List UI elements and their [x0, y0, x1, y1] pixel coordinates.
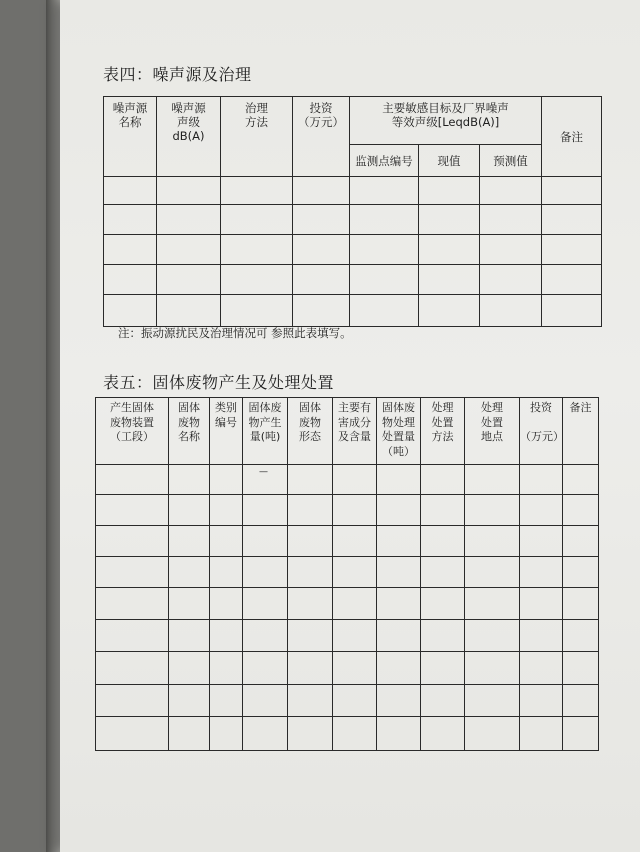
table-cell[interactable]	[104, 177, 157, 205]
table-cell[interactable]	[542, 295, 602, 327]
header-monitor-point: 监测点编号	[350, 145, 419, 177]
table-cell[interactable]	[243, 652, 288, 685]
table-cell[interactable]	[96, 526, 169, 557]
table-cell[interactable]	[465, 526, 520, 557]
table-cell[interactable]	[169, 557, 210, 588]
table-cell[interactable]	[419, 177, 480, 205]
table-cell[interactable]	[350, 177, 419, 205]
table4-note: 注：振动源扰民及治理情况可 参照此表填写。	[118, 326, 352, 340]
table-cell[interactable]	[221, 235, 293, 265]
header-waste-name: 固体 废物 名称	[169, 398, 210, 465]
table-cell[interactable]	[377, 557, 421, 588]
table-row	[96, 557, 599, 588]
table-cell[interactable]	[157, 295, 221, 327]
table-cell[interactable]	[419, 205, 480, 235]
noise-source-table	[103, 96, 602, 327]
header-sound-level: 噪声源 声级 dB(A)	[157, 97, 221, 177]
header-category-code: 类别 编号	[210, 398, 243, 465]
header-waste-amount: 固体废 物产生 量(吨)	[243, 398, 288, 465]
table-cell[interactable]	[520, 717, 563, 751]
table-cell[interactable]	[419, 235, 480, 265]
header-hazardous-components: 主要有 害成分 及含量	[333, 398, 377, 465]
header-predicted-value: 预测值	[480, 145, 542, 177]
table-cell[interactable]	[169, 588, 210, 620]
table-row	[104, 265, 602, 295]
table-row	[104, 235, 602, 265]
table-cell[interactable]	[465, 465, 520, 495]
header-remarks: 备注	[542, 97, 602, 177]
table-cell[interactable]	[288, 557, 333, 588]
table-cell[interactable]	[169, 465, 210, 495]
table-cell[interactable]	[563, 717, 599, 751]
table-cell[interactable]	[96, 588, 169, 620]
table-cell[interactable]	[157, 265, 221, 295]
table-cell[interactable]	[480, 295, 542, 327]
table-cell[interactable]	[377, 652, 421, 685]
header-treatment-method: 治理 方法	[221, 97, 293, 177]
table-cell[interactable]	[288, 717, 333, 751]
table-cell[interactable]	[288, 495, 333, 526]
table-cell[interactable]	[288, 620, 333, 652]
table-cell[interactable]	[333, 685, 377, 717]
table-cell[interactable]	[480, 205, 542, 235]
table-cell[interactable]	[210, 465, 243, 495]
table-cell[interactable]	[96, 652, 169, 685]
table-cell[interactable]	[210, 685, 243, 717]
table-cell[interactable]	[563, 465, 599, 495]
table-cell[interactable]	[465, 620, 520, 652]
solid-waste-table	[95, 397, 599, 751]
table-row	[96, 685, 599, 717]
table-cell[interactable]	[293, 235, 350, 265]
table-cell[interactable]	[421, 685, 465, 717]
table-cell[interactable]	[288, 652, 333, 685]
table-cell[interactable]	[520, 557, 563, 588]
table-cell[interactable]	[210, 588, 243, 620]
table-cell[interactable]	[96, 465, 169, 495]
table-cell[interactable]	[377, 465, 421, 495]
table-cell[interactable]	[563, 620, 599, 652]
table-cell[interactable]	[96, 717, 169, 751]
table-cell[interactable]	[210, 620, 243, 652]
table-cell[interactable]	[210, 526, 243, 557]
table-cell[interactable]	[465, 652, 520, 685]
table-cell[interactable]	[221, 177, 293, 205]
table-cell[interactable]	[421, 588, 465, 620]
table-cell[interactable]	[377, 526, 421, 557]
table5-title: 表五：固体废物产生及处理处置	[103, 373, 335, 392]
table-cell[interactable]	[243, 620, 288, 652]
table-cell[interactable]	[96, 557, 169, 588]
table-cell[interactable]	[221, 265, 293, 295]
table-cell[interactable]	[542, 177, 602, 205]
table-cell[interactable]	[104, 235, 157, 265]
table-cell[interactable]	[288, 588, 333, 620]
table-row	[104, 205, 602, 235]
table-cell[interactable]	[421, 526, 465, 557]
table-row	[104, 177, 602, 205]
table-cell[interactable]	[157, 235, 221, 265]
table-cell[interactable]	[542, 265, 602, 295]
table-cell[interactable]	[104, 205, 157, 235]
table-cell[interactable]	[520, 588, 563, 620]
table-cell[interactable]	[520, 495, 563, 526]
table-cell[interactable]	[293, 177, 350, 205]
table-cell[interactable]	[520, 526, 563, 557]
table-cell[interactable]	[421, 465, 465, 495]
table-cell[interactable]	[104, 295, 157, 327]
table-cell[interactable]	[243, 717, 288, 751]
dash-mark: —	[259, 467, 268, 477]
table-row	[96, 465, 599, 495]
table-cell[interactable]	[243, 557, 288, 588]
table-cell[interactable]	[465, 717, 520, 751]
table-cell[interactable]	[465, 685, 520, 717]
table-cell[interactable]	[96, 495, 169, 526]
table-cell[interactable]	[419, 295, 480, 327]
table-row	[96, 620, 599, 652]
table-row	[104, 295, 602, 327]
table-cell[interactable]	[333, 526, 377, 557]
table-cell[interactable]	[480, 177, 542, 205]
header-disposal-location: 处理 处置 地点	[465, 398, 520, 465]
table-cell[interactable]	[520, 465, 563, 495]
table-cell[interactable]	[333, 465, 377, 495]
table-cell[interactable]	[563, 652, 599, 685]
table-cell[interactable]	[480, 265, 542, 295]
table-cell[interactable]	[243, 465, 288, 495]
table-cell[interactable]	[243, 495, 288, 526]
table-cell[interactable]	[465, 588, 520, 620]
table-cell[interactable]	[288, 465, 333, 495]
table-cell[interactable]	[563, 685, 599, 717]
table-cell[interactable]	[480, 235, 542, 265]
table-cell[interactable]	[243, 685, 288, 717]
table-row	[96, 495, 599, 526]
table-cell[interactable]	[350, 265, 419, 295]
table-cell[interactable]	[210, 557, 243, 588]
table-cell[interactable]	[169, 495, 210, 526]
table-cell[interactable]	[243, 526, 288, 557]
table-cell[interactable]	[542, 235, 602, 265]
table-cell[interactable]	[333, 620, 377, 652]
table-cell[interactable]	[104, 265, 157, 295]
table-cell[interactable]	[333, 652, 377, 685]
table-cell[interactable]	[293, 295, 350, 327]
table-cell[interactable]	[243, 588, 288, 620]
header-waste-form: 固体 废物 形态	[288, 398, 333, 465]
table-cell[interactable]	[419, 265, 480, 295]
table-cell[interactable]	[465, 557, 520, 588]
table-cell[interactable]	[377, 620, 421, 652]
table-cell[interactable]	[333, 557, 377, 588]
table-cell[interactable]	[520, 652, 563, 685]
header-disposal-amount: 固体废 物处理 处置量 （吨）	[377, 398, 421, 465]
table-cell[interactable]	[520, 685, 563, 717]
table-row	[96, 652, 599, 685]
header-investment: 投资 （万元）	[520, 398, 563, 465]
table-cell[interactable]	[288, 685, 333, 717]
table-cell[interactable]	[157, 205, 221, 235]
table-cell[interactable]	[221, 295, 293, 327]
table-cell[interactable]	[210, 652, 243, 685]
table-cell[interactable]	[542, 205, 602, 235]
table-cell[interactable]	[293, 205, 350, 235]
table-cell[interactable]	[293, 265, 350, 295]
table-cell[interactable]	[421, 557, 465, 588]
table-row	[96, 588, 599, 620]
table-cell[interactable]	[288, 526, 333, 557]
table-cell[interactable]	[157, 177, 221, 205]
table-cell[interactable]	[350, 295, 419, 327]
table-cell[interactable]	[333, 588, 377, 620]
table-cell[interactable]	[377, 685, 421, 717]
table-cell[interactable]	[563, 557, 599, 588]
table4-title: 表四：噪声源及治理	[103, 65, 252, 84]
table-cell[interactable]	[421, 620, 465, 652]
table-cell[interactable]	[350, 235, 419, 265]
header-remarks: 备注	[563, 398, 599, 465]
table-cell[interactable]	[333, 495, 377, 526]
table-cell[interactable]	[421, 652, 465, 685]
table-cell[interactable]	[563, 495, 599, 526]
table-cell[interactable]	[210, 495, 243, 526]
table-cell[interactable]	[563, 526, 599, 557]
table-cell[interactable]	[377, 495, 421, 526]
table-cell[interactable]	[210, 717, 243, 751]
table-cell[interactable]	[169, 717, 210, 751]
table-cell[interactable]	[520, 620, 563, 652]
header-current-value: 现值	[419, 145, 480, 177]
table-cell[interactable]	[169, 685, 210, 717]
table-cell[interactable]	[169, 526, 210, 557]
header-sensitive-targets: 主要敏感目标及厂界噪声 等效声级[LeqdB(A)]	[350, 97, 542, 145]
table-cell[interactable]	[421, 495, 465, 526]
table-cell[interactable]	[350, 205, 419, 235]
table-cell[interactable]	[377, 717, 421, 751]
table-row	[96, 526, 599, 557]
table-cell[interactable]	[96, 685, 169, 717]
header-disposal-method: 处理 处置 方法	[421, 398, 465, 465]
table-cell[interactable]	[169, 652, 210, 685]
table-cell[interactable]	[563, 588, 599, 620]
table-cell[interactable]	[421, 717, 465, 751]
header-waste-source-unit: 产生固体 废物装置 （工段）	[96, 398, 169, 465]
header-investment: 投资 （万元）	[293, 97, 350, 177]
table-cell[interactable]	[465, 495, 520, 526]
header-noise-source-name: 噪声源 名称	[104, 97, 157, 177]
table-cell[interactable]	[169, 620, 210, 652]
table-cell[interactable]	[377, 588, 421, 620]
table-cell[interactable]	[333, 717, 377, 751]
table-cell[interactable]	[96, 620, 169, 652]
table-row	[96, 717, 599, 751]
table-cell[interactable]	[221, 205, 293, 235]
